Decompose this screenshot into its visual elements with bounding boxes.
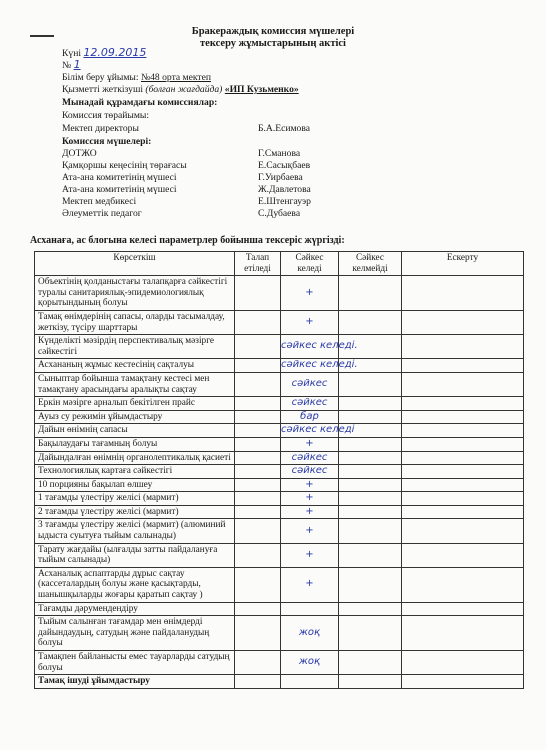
noncompliant-cell [339, 276, 402, 311]
note-cell [402, 616, 524, 651]
school-line [62, 72, 211, 83]
noncompliant-cell [339, 465, 402, 479]
compliant-cell [281, 675, 339, 689]
indicator-cell: 2 тағамды үлестіру желісі (мармит) [35, 505, 235, 519]
noncompliant-cell [339, 397, 402, 411]
table-row [35, 478, 524, 492]
member-name: Е.Сасықбаев [258, 160, 311, 171]
indicator-cell: Тарату жағдайы (ылғалды затты пайдалануға тыйым салынады) [35, 543, 235, 567]
table-row [35, 567, 524, 602]
chair-label: Комиссия төрайымы: [62, 110, 150, 121]
table-row [35, 616, 524, 651]
column-header: Сәйкес келеді [281, 252, 339, 276]
note-cell [402, 675, 524, 689]
note-cell [402, 519, 524, 543]
required-cell [235, 651, 281, 675]
provider-line [62, 84, 299, 95]
compliant-cell: бар [281, 410, 339, 424]
note-cell [402, 478, 524, 492]
indicator-cell: Асхананың жұмыс кестесінің сақталуы [35, 359, 235, 373]
member-name: Г.Сманова [258, 148, 301, 159]
note-cell [402, 451, 524, 465]
note-cell [402, 276, 524, 311]
column-header: Сәйкес келмейді [339, 252, 402, 276]
table-row [35, 410, 524, 424]
indicator-cell: Бақылаудағы тағамның болуы [35, 437, 235, 451]
director-name: Б.А.Есимова [258, 123, 311, 134]
indicator-cell: 3 тағамды үлестіру желісі (мармит) (алюминий ыдыста суытуға тыйым салынады) [35, 519, 235, 543]
indicator-cell: Дайындалған өнімнің органолептикалық қасиеті [35, 451, 235, 465]
indicator-cell: Дайын өнімнің сапасы [35, 424, 235, 438]
compliant-cell: сәйкес [281, 372, 339, 396]
note-cell [402, 397, 524, 411]
compliant-cell: + [281, 437, 339, 451]
members-heading: Комиссия мүшелері: [62, 136, 152, 147]
noncompliant-cell [339, 451, 402, 465]
table-row [35, 543, 524, 567]
provider-label: Қызметті жеткізуші [62, 84, 143, 95]
indicator-cell: Ауыз су режимін ұйымдастыру [35, 410, 235, 424]
indicator-cell: Объектінің қолданыстағы талапқарға сәйкестігі туралы санитариялық-эпидемиологиялық қорытындының болуы [35, 276, 235, 311]
table-row [35, 505, 524, 519]
required-cell [235, 505, 281, 519]
column-header: Талап етіледі [235, 252, 281, 276]
indicator-cell: Тамақ ішуді ұйымдастыру [35, 675, 235, 689]
required-cell [235, 424, 281, 438]
member-role: Мектеп медбикесі [62, 196, 137, 207]
provider-note: (болған жағдайда) [145, 84, 223, 95]
compliant-cell: + [281, 492, 339, 506]
table-header-row [35, 252, 524, 276]
noncompliant-cell [339, 519, 402, 543]
noncompliant-cell [339, 651, 402, 675]
noncompliant-cell [339, 492, 402, 506]
member-name: Ж.Давлетова [258, 184, 311, 195]
noncompliant-cell [339, 478, 402, 492]
table-row [35, 359, 524, 373]
compliant-cell: + [281, 276, 339, 311]
compliant-cell: жоқ [281, 651, 339, 675]
required-cell [235, 519, 281, 543]
required-cell [235, 675, 281, 689]
required-cell [235, 359, 281, 373]
commission-heading: Мынадай құрамдағы комиссиялар: [62, 97, 218, 108]
indicator-cell: Тағамды дәрумендендіру [35, 602, 235, 616]
number-line [62, 59, 81, 71]
required-cell [235, 372, 281, 396]
member-name: Е.Штенгауэр [258, 196, 311, 207]
member-role: Әлеуметтік педагог [62, 208, 142, 219]
indicator-cell: Еркін мәзірге арналып бекітілген прайс [35, 397, 235, 411]
indicator-cell: Тамақ өнімдерінің сапасы, оларды тасымалдау, жеткізу, түсіру шарттары [35, 310, 235, 334]
note-cell [402, 424, 524, 438]
member-role: Ата-ана комитетінің мүшесі [62, 184, 177, 195]
required-cell [235, 602, 281, 616]
number-value: 1 [73, 58, 81, 71]
required-cell [235, 465, 281, 479]
compliant-cell: сәйкес [281, 465, 339, 479]
member-role: Ата-ана комитетінің мүшесі [62, 172, 177, 183]
inspection-table [34, 251, 524, 689]
indicator-cell: Асханалық аспаптарды дұрыс сақтау (кассеталардың болуы және қасықтарды, шанышқыларды жоғары қаратып сақтау ) [35, 567, 235, 602]
compliant-cell: + [281, 567, 339, 602]
indicator-cell: 1 тағамды үлестіру желісі (мармит) [35, 492, 235, 506]
table-row [35, 397, 524, 411]
note-cell [402, 505, 524, 519]
note-cell [402, 437, 524, 451]
table-row [35, 492, 524, 506]
required-cell [235, 478, 281, 492]
member-role: ДОТЖО [62, 148, 97, 159]
note-cell [402, 567, 524, 602]
note-cell [402, 602, 524, 616]
compliant-cell: жоқ [281, 616, 339, 651]
table-row [35, 437, 524, 451]
note-cell [402, 372, 524, 396]
date-label: Күні [62, 48, 81, 59]
required-cell [235, 616, 281, 651]
noncompliant-cell [339, 602, 402, 616]
compliant-cell: + [281, 519, 339, 543]
compliant-cell: сәйкес келеді. [281, 335, 339, 359]
provider-value: «ИП Кузьменко» [224, 84, 299, 95]
noncompliant-cell [339, 410, 402, 424]
compliant-cell: сәйкес [281, 397, 339, 411]
compliant-cell [281, 602, 339, 616]
member-role: Қамқоршы кеңесінің төрағасы [62, 160, 187, 171]
note-cell [402, 310, 524, 334]
note-cell [402, 410, 524, 424]
school-value: №48 орта мектеп [140, 72, 211, 83]
noncompliant-cell [339, 437, 402, 451]
indicator-cell: Технологиялық картаға сәйкестігі [35, 465, 235, 479]
indicator-cell: Сыныптар бойынша тамақтану кестесі мен тамақтану арасындағы аралықты сақтау [35, 372, 235, 396]
note-cell [402, 492, 524, 506]
member-name: С.Дубаева [258, 208, 301, 219]
compliant-cell: + [281, 505, 339, 519]
noncompliant-cell [339, 567, 402, 602]
compliant-cell: сәйкес келеді. [281, 359, 339, 373]
note-cell [402, 359, 524, 373]
table-row [35, 651, 524, 675]
compliant-cell: + [281, 310, 339, 334]
noncompliant-cell [339, 310, 402, 334]
school-label: Білім беру ұйымы: [62, 72, 139, 83]
note-cell [402, 543, 524, 567]
required-cell [235, 437, 281, 451]
required-cell [235, 310, 281, 334]
corner-dash [30, 35, 54, 37]
compliant-cell: сәйкес келеді [281, 424, 339, 438]
table-row [35, 519, 524, 543]
table-row [35, 310, 524, 334]
compliant-cell: + [281, 478, 339, 492]
director-role: Мектеп директоры [62, 123, 139, 134]
document-title-line1: Бракераждық комиссия мүшелері [191, 26, 355, 37]
noncompliant-cell [339, 372, 402, 396]
noncompliant-cell [339, 543, 402, 567]
indicator-cell: Тамақпен байланысты емес тауарларды сатудың болуы [35, 651, 235, 675]
note-cell [402, 335, 524, 359]
inspection-intro: Асханаға, ас блогына келесі параметрлер бойынша тексеріс жүргізді: [30, 235, 345, 246]
noncompliant-cell [339, 505, 402, 519]
table-row [35, 424, 524, 438]
table-row [35, 372, 524, 396]
note-cell [402, 465, 524, 479]
column-header: Ескерту [402, 252, 524, 276]
required-cell [235, 276, 281, 311]
required-cell [235, 567, 281, 602]
noncompliant-cell [339, 675, 402, 689]
table-row [35, 465, 524, 479]
table-row [35, 276, 524, 311]
required-cell [235, 335, 281, 359]
date-value: 12.09.2015 [83, 46, 147, 59]
indicator-cell: 10 порцияны бақылап өлшеу [35, 478, 235, 492]
table-row [35, 675, 524, 689]
compliant-cell: + [281, 543, 339, 567]
noncompliant-cell [339, 616, 402, 651]
table-row [35, 335, 524, 359]
required-cell [235, 397, 281, 411]
required-cell [235, 543, 281, 567]
table-row [35, 602, 524, 616]
compliant-cell: сәйкес [281, 451, 339, 465]
indicator-cell: Тыйым салынған тағамдар мен өнімдерді дайындаудың, сатудың және пайдаланудың болуы [35, 616, 235, 651]
required-cell [235, 492, 281, 506]
document-title-line2: тексеру жұмыстарының актісі [200, 38, 346, 49]
column-header: Көрсеткіш [35, 252, 235, 276]
required-cell [235, 410, 281, 424]
member-name: Г.Уирбаева [258, 172, 303, 183]
table-row [35, 451, 524, 465]
number-label: № [62, 60, 72, 71]
indicator-cell: Күнделікті мәзірдің перспективалық мәзірге сәйкестігі [35, 335, 235, 359]
note-cell [402, 651, 524, 675]
required-cell [235, 451, 281, 465]
